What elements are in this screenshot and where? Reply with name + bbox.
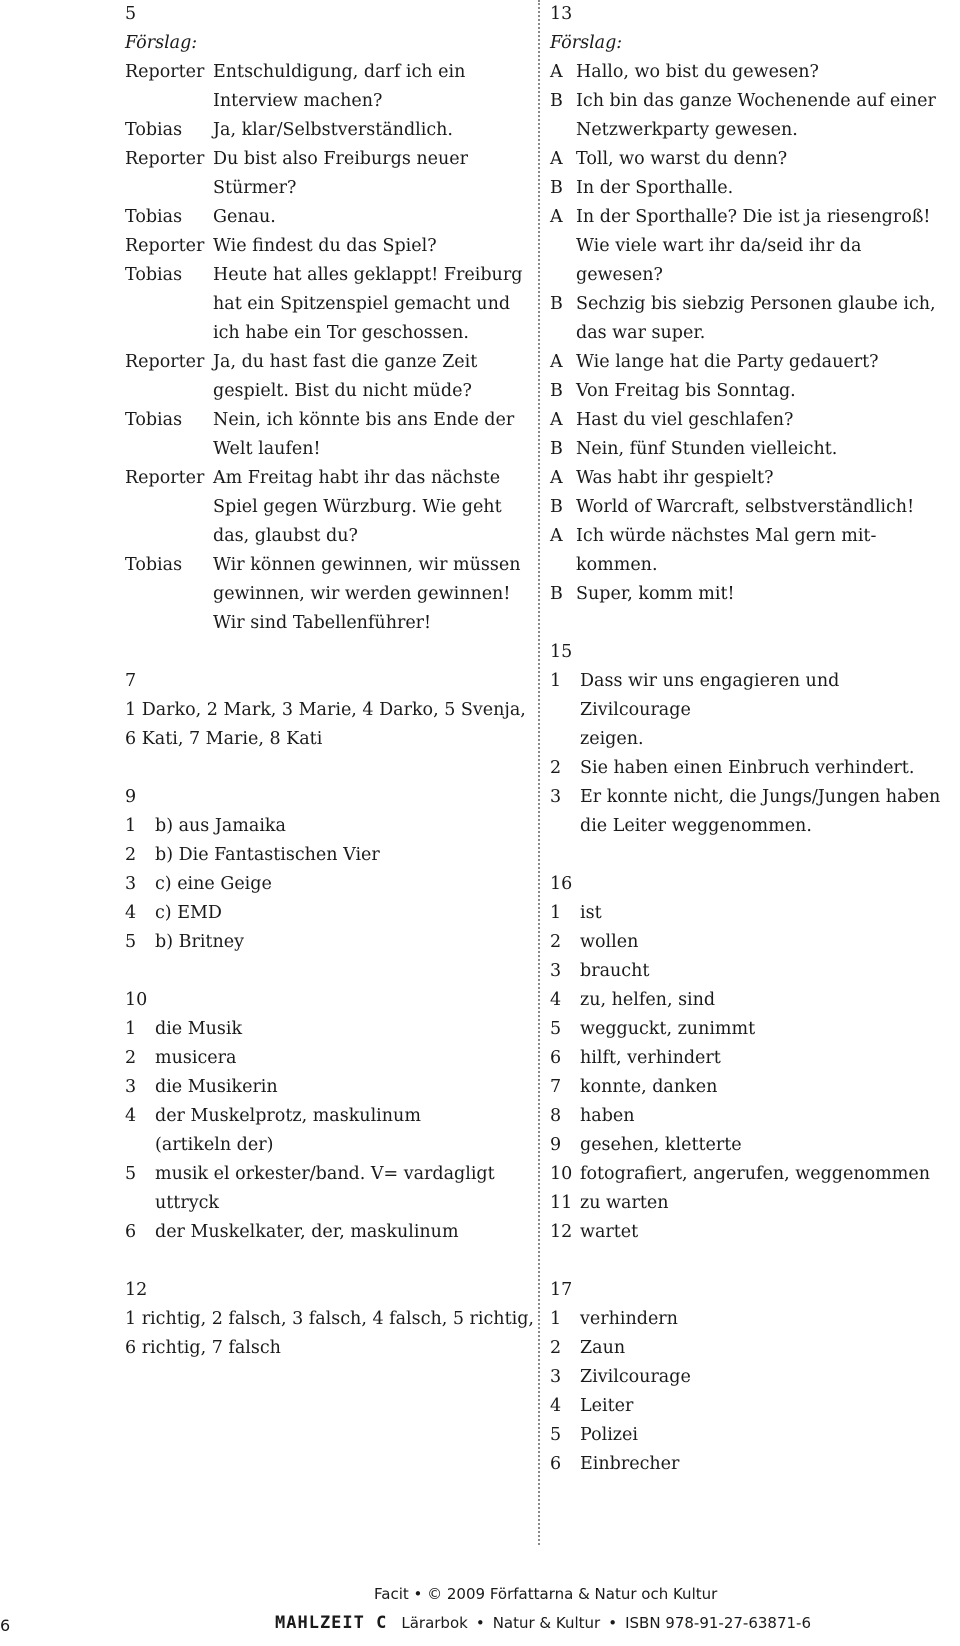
answer-index: 6 — [125, 1222, 137, 1242]
answer-text: wartet — [580, 1222, 639, 1242]
utterance: Hallo, wo bist du gewesen? — [576, 62, 819, 82]
dialogue-row — [550, 290, 950, 348]
answer-row — [550, 1160, 950, 1189]
answer-row — [550, 1015, 950, 1044]
dialogue-row — [550, 87, 950, 145]
answer-text: Einbrecher — [580, 1454, 680, 1474]
utterance: Was habt ihr gespielt? — [576, 468, 774, 488]
speaker: Tobias — [125, 410, 183, 430]
answer-index: 2 — [550, 1338, 562, 1358]
answer-index: 2 — [125, 1048, 137, 1068]
footer-copyright: Facit • © 2009 Författarna & Natur och Kultur — [374, 1585, 718, 1603]
answer-row — [550, 1450, 950, 1479]
suggestion-label: Förslag: — [550, 33, 623, 53]
answer-index: 5 — [125, 932, 137, 952]
answer-index: 1 — [550, 903, 562, 923]
exercise-10 — [125, 986, 525, 1247]
dialogue-row — [550, 435, 950, 464]
dialogue-row — [125, 145, 525, 203]
speaker: Tobias — [125, 207, 183, 227]
answer-row — [550, 1421, 950, 1450]
utterance: Nein, ich könnte bis ans Ende der Welt laufen! — [213, 410, 515, 459]
dialogue-row — [125, 406, 525, 464]
answer-text: wegguckt, zunimmt — [580, 1019, 756, 1039]
speaker: Tobias — [125, 120, 183, 140]
answer-index: 11 — [550, 1193, 573, 1213]
utterance: Von Freitag bis Sonntag. — [576, 381, 796, 401]
answer-text: Dass wir uns engagieren und Zivilcourage zeigen. — [580, 671, 840, 749]
answer-text: b) Die Fantastischen Vier — [155, 845, 380, 865]
answer-index: 1 — [125, 1019, 137, 1039]
dialogue-row — [550, 377, 950, 406]
answer-text: die Musikerin — [155, 1077, 278, 1097]
exercise-16 — [550, 870, 950, 1247]
dialogue — [125, 58, 525, 638]
answer-row — [550, 1305, 950, 1334]
answer-text: Polizei — [580, 1425, 638, 1445]
exercise-number: 5 — [125, 4, 137, 24]
answer-index: 6 — [550, 1048, 562, 1068]
exercise-number: 16 — [550, 874, 573, 894]
answer-row — [550, 986, 950, 1015]
right-column — [550, 0, 950, 1508]
answer-index: 3 — [550, 1367, 562, 1387]
answer-text: b) Britney — [155, 932, 244, 952]
utterance: Super, komm mit! — [576, 584, 735, 604]
answer-row — [125, 899, 525, 928]
speaker: B — [550, 439, 563, 459]
suggestion-label: Förslag: — [125, 33, 198, 53]
answer-index: 8 — [550, 1106, 562, 1126]
answer-index: 3 — [550, 961, 562, 981]
dialogue-row — [125, 261, 525, 348]
speaker: A — [550, 410, 563, 430]
utterance: Wir können gewinnen, wir müssen gewinnen, wir werden gewinnen! Wir sind Tabellenführer! — [213, 555, 521, 633]
speaker: Reporter — [125, 236, 205, 256]
answer-index: 6 — [550, 1454, 562, 1474]
answer-text: Sie haben einen Einbruch verhindert. — [580, 758, 915, 778]
answer-index: 2 — [125, 845, 137, 865]
answer-line: 6 Kati, 7 Marie, 8 Kati — [125, 729, 323, 749]
answer-text: die Musik — [155, 1019, 243, 1039]
answer-index: 5 — [550, 1019, 562, 1039]
speaker: B — [550, 294, 563, 314]
answer-text: haben — [580, 1106, 635, 1126]
answer-index: 1 — [550, 671, 562, 691]
answer-text: gesehen, kletterte — [580, 1135, 742, 1155]
answer-index: 2 — [550, 758, 562, 778]
exercise-17 — [550, 1276, 950, 1479]
answer-row — [550, 1218, 950, 1247]
answer-row — [550, 1131, 950, 1160]
utterance: Ich würde nächstes Mal gern mit- kommen. — [576, 526, 877, 575]
dialogue-row — [550, 406, 950, 435]
answer-row — [125, 870, 525, 899]
answer-text: Er konnte nicht, die Jungs/Jungen haben die Leiter weggenommen. — [580, 787, 941, 836]
footer-part: Lärarbok — [401, 1614, 468, 1632]
speaker: A — [550, 468, 563, 488]
answer-text: ist — [580, 903, 602, 923]
bullet-separator: • — [608, 1614, 618, 1632]
answer-row — [550, 899, 950, 928]
speaker: Reporter — [125, 352, 205, 372]
exercise-12 — [125, 1276, 534, 1363]
exercise-number: 12 — [125, 1280, 148, 1300]
answer-index: 1 — [550, 1309, 562, 1329]
answer-index: 7 — [550, 1077, 562, 1097]
exercise-13 — [550, 0, 950, 609]
left-column — [125, 0, 534, 1392]
exercise-number: 10 — [125, 990, 148, 1010]
speaker: B — [550, 584, 563, 604]
answer-text: zu warten — [580, 1193, 669, 1213]
footer-publication — [275, 1613, 811, 1633]
answer-text: konnte, danken — [580, 1077, 718, 1097]
answer-row — [125, 1044, 525, 1073]
utterance: Wie findest du das Spiel? — [213, 236, 437, 256]
speaker: Reporter — [125, 468, 205, 488]
utterance: Du bist also Freiburgs neuer Stürmer? — [213, 149, 469, 198]
answer-row — [550, 1044, 950, 1073]
dialogue-row — [125, 58, 525, 116]
answer-index: 4 — [550, 990, 562, 1010]
speaker: A — [550, 526, 563, 546]
utterance: Am Freitag habt ihr das nächste Spiel gegen Würzburg. Wie geht das, glaubst du? — [213, 468, 502, 546]
answer-row — [550, 1334, 950, 1363]
answer-text: b) aus Jamaika — [155, 816, 286, 836]
utterance: In der Sporthalle. — [576, 178, 734, 198]
footer-part: Natur & Kultur — [492, 1614, 601, 1632]
answer-row — [550, 783, 950, 841]
answer-text: Zaun — [580, 1338, 626, 1358]
answer-row — [550, 1073, 950, 1102]
speaker: B — [550, 497, 563, 517]
answer-index: 9 — [550, 1135, 562, 1155]
answer-row — [125, 1073, 525, 1102]
answer-line: 6 richtig, 7 falsch — [125, 1338, 281, 1358]
dialogue-row — [550, 522, 950, 580]
answer-row — [125, 1102, 525, 1160]
answer-row — [550, 1392, 950, 1421]
dialogue-row — [125, 348, 525, 406]
answer-text: fotografiert, angerufen, weggenommen — [580, 1164, 930, 1184]
answer-index: 10 — [550, 1164, 573, 1184]
answer-text: c) eine Geige — [155, 874, 272, 894]
answer-index: 2 — [550, 932, 562, 952]
footer-part: ISBN 978-91-27-63871-6 — [625, 1614, 812, 1632]
answer-row — [125, 1015, 525, 1044]
dialogue-row — [550, 580, 950, 609]
utterance: Entschuldigung, darf ich ein Interview machen? — [213, 62, 466, 111]
answer-index: 4 — [550, 1396, 562, 1416]
speaker: A — [550, 149, 563, 169]
answer-index: 3 — [125, 1077, 137, 1097]
answer-line: 1 Darko, 2 Mark, 3 Marie, 4 Darko, 5 Svenja, — [125, 700, 526, 720]
utterance: Hast du viel geschlafen? — [576, 410, 794, 430]
exercise-7 — [125, 667, 525, 754]
speaker: Tobias — [125, 555, 183, 575]
speaker: B — [550, 91, 563, 111]
dialogue-row — [125, 464, 525, 551]
dialogue-row — [125, 232, 525, 261]
dialogue-row — [550, 493, 950, 522]
dialogue-row — [550, 464, 950, 493]
answer-index: 4 — [125, 903, 137, 923]
answer-text: musicera — [155, 1048, 237, 1068]
series-logo: MAHLZEIT C — [275, 1613, 388, 1633]
speaker: A — [550, 352, 563, 372]
answer-row — [125, 1160, 525, 1218]
dialogue-row — [125, 116, 525, 145]
dialogue-row — [125, 551, 525, 638]
answer-row — [125, 812, 525, 841]
answer-row — [125, 841, 525, 870]
answer-index: 3 — [550, 787, 562, 807]
utterance: Sechzig bis siebzig Personen glaube ich, das war super. — [576, 294, 936, 343]
utterance: In der Sporthalle? Die ist ja riesengroß! Wie viele wart ihr da/seid ihr da gewesen? — [576, 207, 931, 285]
utterance: Ja, du hast fast die ganze Zeit gespielt. Bist du nicht müde? — [213, 352, 478, 401]
answer-index: 5 — [550, 1425, 562, 1445]
speaker: Reporter — [125, 149, 205, 169]
exercise-9 — [125, 783, 525, 957]
dialogue-row — [550, 58, 950, 87]
answer-line: 1 richtig, 2 falsch, 3 falsch, 4 falsch, 5 richtig, — [125, 1309, 534, 1329]
answer-text: Leiter — [580, 1396, 634, 1416]
answer-text: verhindern — [580, 1309, 678, 1329]
utterance: Heute hat alles geklappt! Freiburg hat ein Spitzenspiel gemacht und ich habe ein Tor geschossen. — [213, 265, 523, 343]
answer-text: der Muskelprotz, maskulinum (artikeln der) — [155, 1106, 421, 1155]
utterance: Wie lange hat die Party gedauert? — [576, 352, 879, 372]
answer-text: c) EMD — [155, 903, 222, 923]
answer-index: 12 — [550, 1222, 573, 1242]
answer-row — [550, 928, 950, 957]
exercise-number: 9 — [125, 787, 137, 807]
answer-row — [550, 957, 950, 986]
dialogue-row — [550, 174, 950, 203]
dialogue-row — [550, 348, 950, 377]
utterance: Genau. — [213, 207, 276, 227]
answer-row — [125, 928, 525, 957]
answer-index: 5 — [125, 1164, 137, 1184]
speaker: A — [550, 207, 563, 227]
exercise-number: 17 — [550, 1280, 573, 1300]
answer-text: der Muskelkater, der, maskulinum — [155, 1222, 459, 1242]
utterance: World of Warcraft, selbstverständlich! — [576, 497, 915, 517]
speaker: B — [550, 178, 563, 198]
answer-row — [550, 667, 950, 754]
answer-row — [550, 1102, 950, 1131]
column-divider — [538, 0, 540, 1545]
exercise-number: 15 — [550, 642, 573, 662]
exercise-number: 7 — [125, 671, 137, 691]
answer-text: zu, helfen, sind — [580, 990, 716, 1010]
speaker: B — [550, 381, 563, 401]
answer-row — [550, 1363, 950, 1392]
answer-text: braucht — [580, 961, 650, 981]
answer-text: musik el orkester/band. V= vardagligt uttryck — [155, 1164, 495, 1213]
dialogue-row — [125, 203, 525, 232]
speaker: Tobias — [125, 265, 183, 285]
speaker: A — [550, 62, 563, 82]
utterance: Ja, klar/Selbstverständlich. — [213, 120, 453, 140]
speaker: Reporter — [125, 62, 205, 82]
answer-index: 1 — [125, 816, 137, 836]
exercise-number: 13 — [550, 4, 573, 24]
utterance: Ich bin das ganze Wochenende auf einer Netzwerkparty gewesen. — [576, 91, 936, 140]
dialogue-row — [550, 203, 950, 290]
page-number: 6 — [0, 1616, 11, 1635]
answer-text: wollen — [580, 932, 639, 952]
utterance: Nein, fünf Stunden vielleicht. — [576, 439, 838, 459]
answer-index: 4 — [125, 1106, 137, 1126]
answer-row — [125, 1218, 525, 1247]
answer-text: hilft, verhindert — [580, 1048, 721, 1068]
dialogue-row — [550, 145, 950, 174]
bullet-separator: • — [475, 1614, 485, 1632]
exercise-15 — [550, 638, 950, 841]
exercise-5 — [125, 0, 525, 638]
answer-row — [550, 754, 950, 783]
utterance: Toll, wo warst du denn? — [576, 149, 788, 169]
answer-row — [550, 1189, 950, 1218]
answer-index: 3 — [125, 874, 137, 894]
answer-text: Zivilcourage — [580, 1367, 691, 1387]
